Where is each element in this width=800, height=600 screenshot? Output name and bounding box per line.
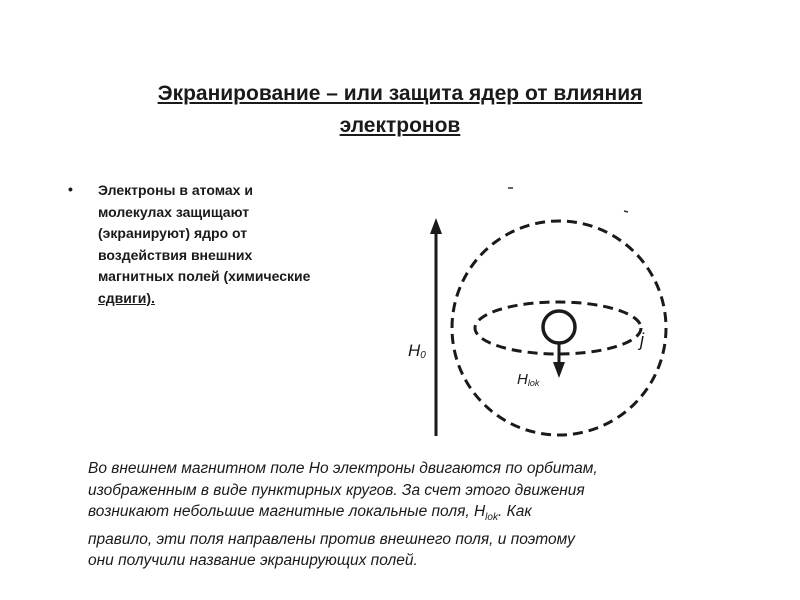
caption-line-4: правило, эти поля направлены против внешнего поля, и поэтому bbox=[88, 530, 575, 548]
bullet-line-5: магнитных полей (химические bbox=[98, 268, 311, 284]
caption-paragraph bbox=[88, 458, 788, 572]
local-field-arrow-head bbox=[553, 362, 565, 378]
title-line-2: электронов bbox=[339, 114, 461, 137]
caption-line-3 bbox=[88, 501, 788, 529]
nucleus bbox=[543, 311, 575, 343]
caption-hlok-subscript: lok bbox=[485, 512, 498, 524]
external-field-arrow-head bbox=[430, 218, 442, 234]
bullet-line-1: Электроны в атомах и bbox=[98, 182, 253, 198]
h0-label: H0 bbox=[408, 341, 426, 361]
caption-line-5: они получили название экранирующих полей. bbox=[88, 552, 418, 570]
bullet-line-4: воздействия внешних bbox=[98, 246, 253, 263]
hlok-label: Hlok bbox=[517, 371, 540, 388]
bullet-line-3: (экранируют) ядро от bbox=[98, 225, 248, 241]
caption-line-2: изображенным в виде пунктирных кругов. За счет этого движения bbox=[88, 481, 585, 499]
tick-mark bbox=[624, 211, 628, 212]
electron-sphere bbox=[452, 221, 666, 435]
caption-line-3-end: . Как bbox=[497, 503, 532, 520]
bullet-line-2: молекулах защищают bbox=[98, 203, 250, 220]
bullet-line-6: сдвиги). bbox=[98, 289, 155, 306]
bullet-marker: • bbox=[68, 181, 73, 197]
current-j-label: j bbox=[640, 330, 644, 350]
caption-line-1: Во внешнем магнитном поле Но электроны двигаются по орбитам, bbox=[88, 460, 598, 477]
caption-line-3-start: возникают небольшие магнитные локальные поля, H bbox=[88, 503, 486, 520]
title-line-1: Экранирование – или защита ядер от влияния bbox=[157, 82, 643, 105]
